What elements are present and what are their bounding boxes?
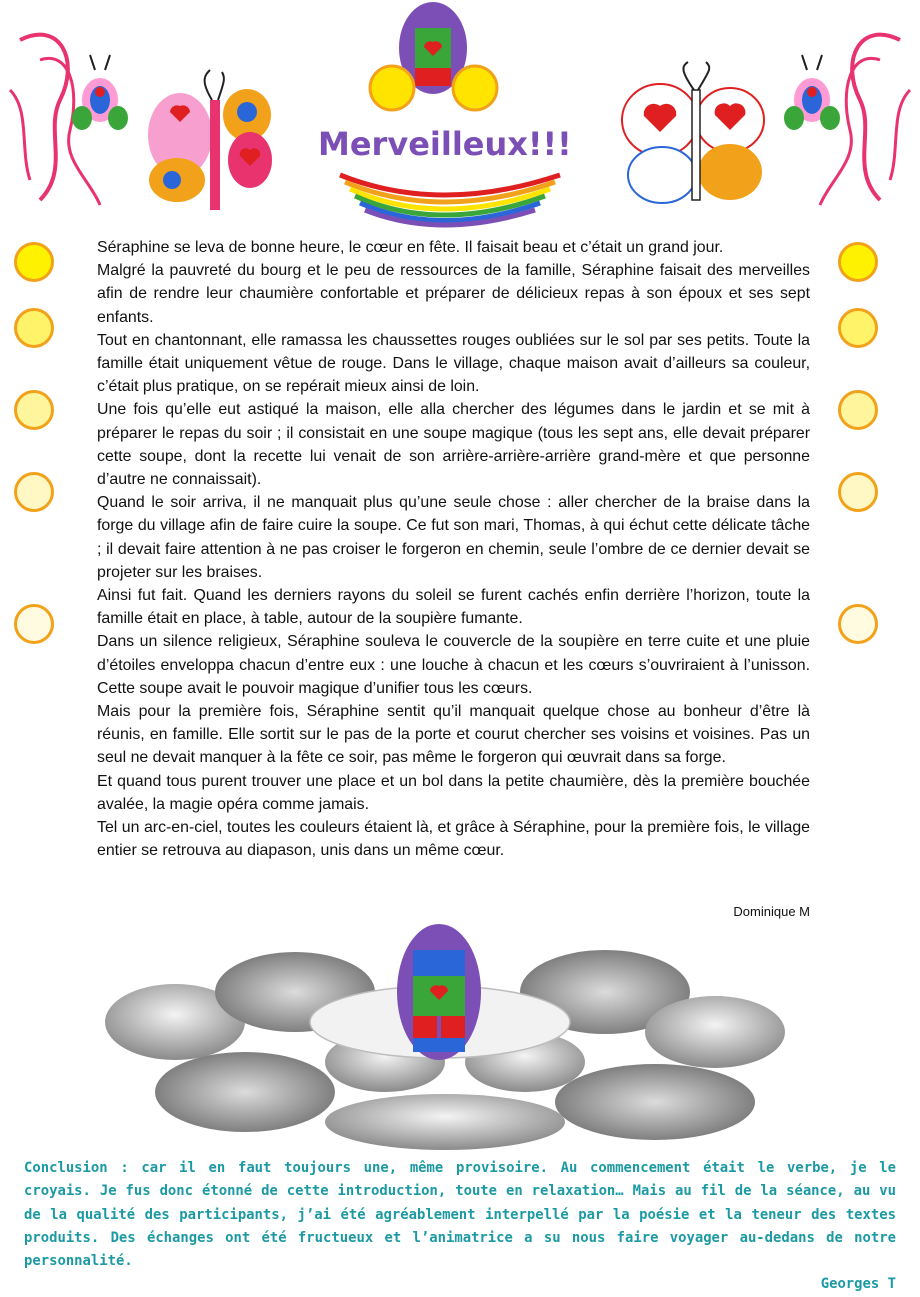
right-butterfly-icon	[622, 62, 764, 203]
rainbow-icon	[340, 175, 560, 225]
story-paragraph: Malgré la pauvreté du bourg et le peu de ressources de la famille, Séraphine faisait des merveilles afin de rendre leur chaumière confortable et préparer de délicieux repas à son époux et ses sept enfants.	[97, 262, 810, 326]
side-dot-icon	[14, 604, 54, 644]
story-author: Dominique M	[733, 904, 810, 919]
sun-right-icon	[453, 66, 497, 110]
story-text	[97, 236, 810, 862]
story-paragraph: Dans un silence religieux, Séraphine souleva le couvercle de la soupière en terre cuite et une pluie d’étoiles enveloppa chacun d’entre eux : une louche à chacun et les cœurs s’ouvriraient à l’unisson. Cette soupe avait le pouvoir magique d’unifier tous les cœurs.	[97, 633, 810, 697]
conclusion-text: Conclusion : car il en faut toujours une, même provisoire. Au commencement était le verbe, je le croyais. Je fus donc étonné de cette introduction, toute en relaxation… Mais au fil de la séance, au vu de la qualité des participants, j’ai été agréablement interpellé par la poésie et la teneur des textes produits. Des échanges ont été fructueux et l’animatrice a su nous faire voyager au-dedans de notre personnalité.	[24, 1160, 896, 1270]
left-butterfly-icon	[148, 70, 272, 210]
conclusion-block	[24, 1157, 896, 1297]
story-paragraph: Et quand tous purent trouver une place et un bol dans la petite chaumière, dès la première bouchée avalée, la magie opéra comme jamais.	[97, 772, 810, 813]
bottom-mask-figure	[397, 924, 481, 1060]
side-dot-icon	[838, 308, 878, 348]
side-dot-icon	[14, 242, 54, 282]
side-dot-icon	[838, 472, 878, 512]
side-dot-icon	[14, 472, 54, 512]
side-dot-icon	[838, 390, 878, 430]
sun-left-icon	[370, 66, 414, 110]
side-dot-icon	[838, 242, 878, 282]
left-side-dots	[14, 238, 64, 658]
side-dot-icon	[14, 308, 54, 348]
story-paragraph: Séraphine se leva de bonne heure, le cœur en fête. Il faisait beau et c’était un grand jour.	[97, 239, 724, 256]
story-paragraph: Tel un arc-en-ciel, toutes les couleurs étaient là, et grâce à Séraphine, pour la première fois, le village entier se retrouva au diapason, unis dans un même cœur.	[97, 819, 810, 860]
logo-text: Merveilleux!!!	[318, 125, 572, 163]
right-side-dots	[838, 238, 888, 658]
story-paragraph: Tout en chantonnant, elle ramassa les chaussettes rouges oubliées sur le sol par ses petits. Toute la famille était uniquement vêtue de rouge. Dans le village, chaque maison avait d’ailleurs sa couleur, c’était plus pratique, on se repérait mieux ainsi de loin.	[97, 331, 810, 396]
story-paragraph: Mais pour la première fois, Séraphine sentit qu’il manquait quelque chose au bonheur d’être là réunis, en famille. Elle sortit sur le pas de la porte et courut chercher ses voisins et voisines. Pas un seul ne devait manquer à la fête ce soir, pas même le forgeron qui œuvrait dans sa forge.	[97, 703, 810, 767]
story-paragraph: Quand le soir arriva, il ne manquait plus qu’une seule chose : aller chercher de la braise dans la forge du village afin de faire cuire la soupe. Ce fut son mari, Thomas, à qui échut cette délicate tâche ; il devait faire attention à ne pas croiser le forgeron en chemin, seule l’ombre de ce dernier devait se projeter sur les braises.	[97, 494, 810, 581]
bottom-artwork	[95, 912, 795, 1152]
header-artwork	[0, 0, 920, 235]
side-dot-icon	[838, 604, 878, 644]
right-bug-icon	[784, 55, 840, 130]
side-dot-icon	[14, 390, 54, 430]
story-paragraph: Ainsi fut fait. Quand les derniers rayons du soleil se furent cachés enfin derrière l’horizon, toute la famille était en place, à table, autour de la soupière fumante.	[97, 587, 810, 628]
conclusion-signature: Georges T	[820, 1276, 896, 1293]
story-paragraph: Une fois qu’elle eut astiqué la maison, elle alla chercher des légumes dans le jardin et se mit à préparer le repas du soir ; il consistait en une soupe magique (tous les sept ans, elle devait préparer cette soupe, dont la recette lui venait de son arrière-arrière-arrière grand-mère et que personne d’autre ne connaissait).	[97, 401, 810, 489]
left-bug-icon	[72, 55, 128, 130]
